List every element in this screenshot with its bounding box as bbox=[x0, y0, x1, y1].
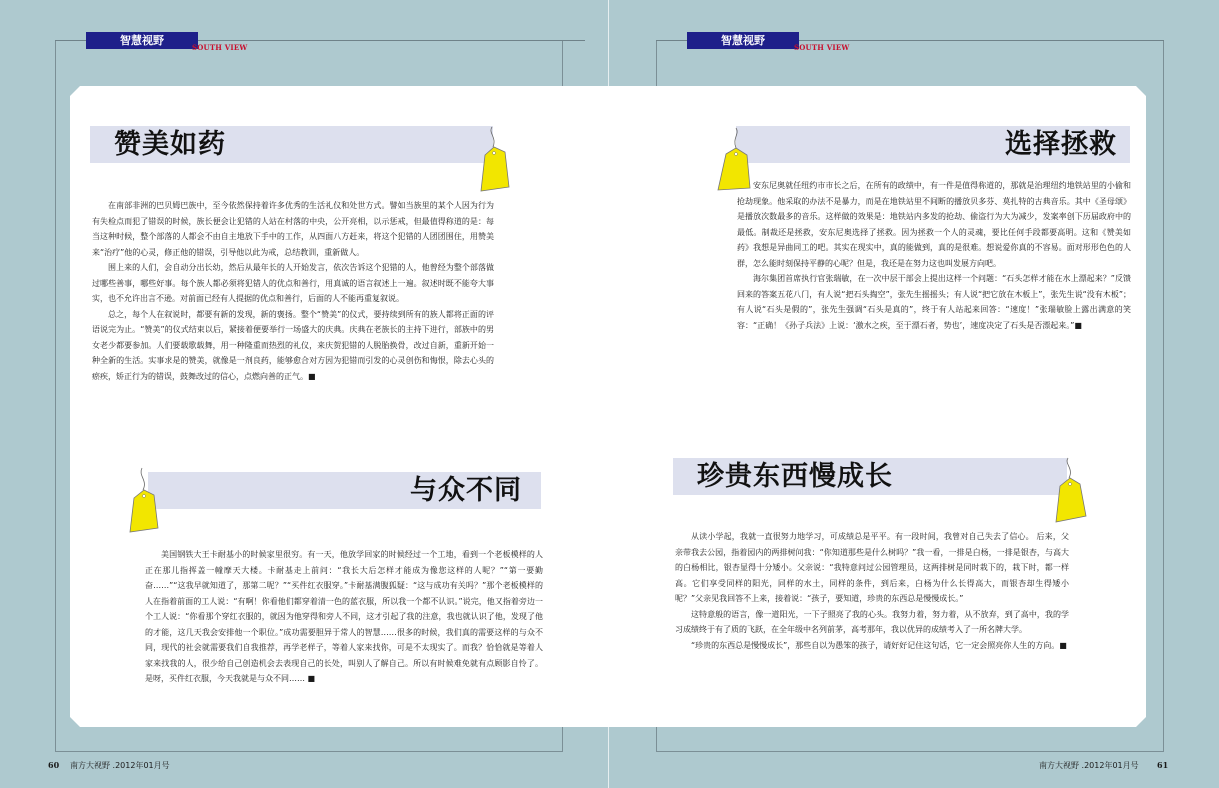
article-title: 选择拯救 bbox=[1005, 129, 1117, 160]
article-paragraph: 总之，每个人在叙说时，都要有新的发现，新的褒扬。整个“赞美”的仪式，要持续到所有的族人都将正面的评语说完为止。“赞美”的仪式结束以后，紧接着便要举行一场盛大的庆典。庆典在老族长的主持下进行，部族中的男女老少都要参加。人们要载歌载舞，用一种隆重而热烈的礼仪，来庆贺犯错的人脱胎换骨，改过自新，重新开始一种全新的生活。实事求是的赞美，就像是一剂良药，能够愈合对方因为犯错而引发的心灵创伤和悔恨，除去心头的瘀疾，矫正行为的错误，鼓舞改过的信心，点燃向善的正气。■ bbox=[92, 309, 494, 381]
article-title: 与众不同 bbox=[410, 475, 522, 506]
right-section-tag: 智慧视野 bbox=[687, 32, 799, 49]
article-paragraph: “珍贵的东西总是慢慢成长”，那些自以为愚笨的孩子，请好好记住这句话，它一定会照亮你人生的方向。■ bbox=[691, 640, 1067, 650]
price-tag-icon bbox=[124, 466, 164, 536]
article-body bbox=[92, 198, 494, 384]
left-page-number: 60 bbox=[48, 760, 60, 770]
right-section-subtitle: SOUTH VIEW bbox=[794, 43, 850, 52]
left-footer-text: 南方大视野 .2012年01月号 bbox=[70, 761, 170, 770]
article-paragraph: 从读小学起，我就一直很努力地学习，可成绩总是平平。有一段时间，我曾对自己失去了信心。 后来，父亲带我去公园，指着园内的两排树问我：“你知道那些是什么树吗？”我一看，一排是白杨，一排是银杏，与高大的白杨相比，银杏显得十分矮小。父亲说：“我特意问过公园管理员，这两排树是同时栽下的，栽下时，都一样高。它们享受同样的阳光，同样的水土，同样的条件，到后来，白杨为什么长得高大，而银杏却生得矮小呢？”父亲见我回答不上来，接着说：“孩子，要知道，珍贵的东西总是慢慢成长。” bbox=[675, 532, 1069, 603]
right-footer-text: 南方大视野 .2012年01月号 bbox=[1039, 761, 1139, 770]
article-paragraph: 围上来的人们，会自动分出长幼，然后从最年长的人开始发言，依次告诉这个犯错的人，他曾经为整个部落做过哪些善事，哪些好事。每个族人都必须将犯错人的优点和善行，用真诚的语言叙述上一遍。叙述时既不能夸大事实，也不允许出言不逊。对前面已经有人提据的优点和善行，后面的人不能再重复叙说。 bbox=[92, 263, 494, 303]
left-section-tag: 智慧视野 bbox=[86, 32, 198, 49]
price-tag-icon bbox=[475, 125, 515, 195]
article-paragraph: 安东尼奥就任纽约市市长之后，在所有的政绩中，有一件是值得称道的，那就是治理纽约地铁站里的小偷和抢劫现象。他采取的办法不是暴力，而是在地铁站里不间断的播放贝多芬、莫扎特的古典音乐。其中《圣母颂》是播放次数最多的音乐。这样做的效果是：地铁站内多发的抢劫、偷盗行为大为减少，发案率创下历届政府中的最低。制裁还是拯救，安东尼奥选择了拯救。因为拯救一个人的灵魂，要比任何手段都要高明。这和《赞美如药》我想是异曲同工的吧。其实在现实中，真的能做到，真的是很难。想说爱你真的不容易。面对形形色色的人群，怎么能时刻保持平静的心呢？但是，我还是在努力这也叫发展方向吧。 bbox=[737, 181, 1131, 268]
article-title: 赞美如药 bbox=[114, 129, 226, 160]
right-page-number: 61 bbox=[1157, 760, 1169, 770]
article-paragraph: 海尔集团首席执行官张瑞敏，在一次中层干部会上提出这样一个问题：“石头怎样才能在水上漂起来？”反馈回来的答案五花八门，有人说“把石头掏空”，张先生摇摇头；有人说“把它放在木板上”，张先生说“没有木板”；有人说“石头是假的”，张先生强调“石头是真的”，终于有人站起来回答：“速度！”张瑞敏脸上露出满意的笑容：“正确！《孙子兵法》上说：‘激水之疾，至于漂石者，势也’，速度决定了石头是否漂起来。”■ bbox=[737, 274, 1131, 330]
price-tag-icon bbox=[1050, 456, 1090, 526]
article-paragraph: 美国钢铁大王卡耐基小的时候家里很穷。有一天，他放学回家的时候经过一个工地，看到一个老板模样的人正在那儿指挥盖一幢摩天大楼。卡耐基走上前问：“我长大后怎样才能成为像您这样的人呢？”“第一要勤奋……”“这我早就知道了，那第二呢？”“买件红衣服穿。”卡耐基满腹狐疑：“这与成功有关吗？”那个老板模样的人在指着前面的工人说：“有啊！你看他们都穿着清一色的蓝衣服，所以我一个都不认识。”说完，他又指着旁边一个工人说：“你看那个穿红衣服的，就因为他穿得和旁人不同，这才引起了我的注意，我也就认识了他，发现了他的才能，这几天我会安排他一个职位。”成功需要胆异于常人的智慧……很多的时候，我们真的需要这样的与众不同，现代的社会就需要我们自我推荐，再学老样子，等着人家来找你，可是不太现实了。而我？恰恰就是等着人家来找我的人，很少给自己创造机会去表现自己的长处，叫别人了解自己。所以有时候难免就有点顾影自怜了。是呀，买件红衣服，今天我就是与众不同…… ■ bbox=[145, 550, 543, 683]
article-paragraph: 在南部非洲的巴贝姆巴族中，至今依然保持着许多优秀的生活礼仪和处世方式。譬如当族里的某个人因为行为有失检点而犯了错误的时候，族长便会让犯错的人站在村落的中央，公开亮相，以示惩戒，但最值得称道的是：每当这种时候，整个部落的人都会不由自主地放下手中的工作，从四面八方赶来，将这个犯错的人团团围住，用赞美来“治疗”他的心灵，修正他的错误，引导他以此为戒，总结教训，重新做人。 bbox=[92, 201, 494, 257]
article-title: 珍贵东西慢成长 bbox=[697, 461, 893, 492]
article-body bbox=[675, 529, 1069, 653]
article-paragraph: 这特意般的语言，像一道阳光，一下子照亮了我的心头。我努力着，努力着，从不放弃，到了高中，我的学习成绩终于有了质的飞跃，在全年级中名列前茅，高考那年，我以优异的成绩考入了一所名牌大学。 bbox=[675, 609, 1069, 634]
left-section-subtitle: SOUTH VIEW bbox=[192, 43, 248, 52]
article-body bbox=[737, 178, 1131, 333]
article-body bbox=[145, 547, 543, 687]
